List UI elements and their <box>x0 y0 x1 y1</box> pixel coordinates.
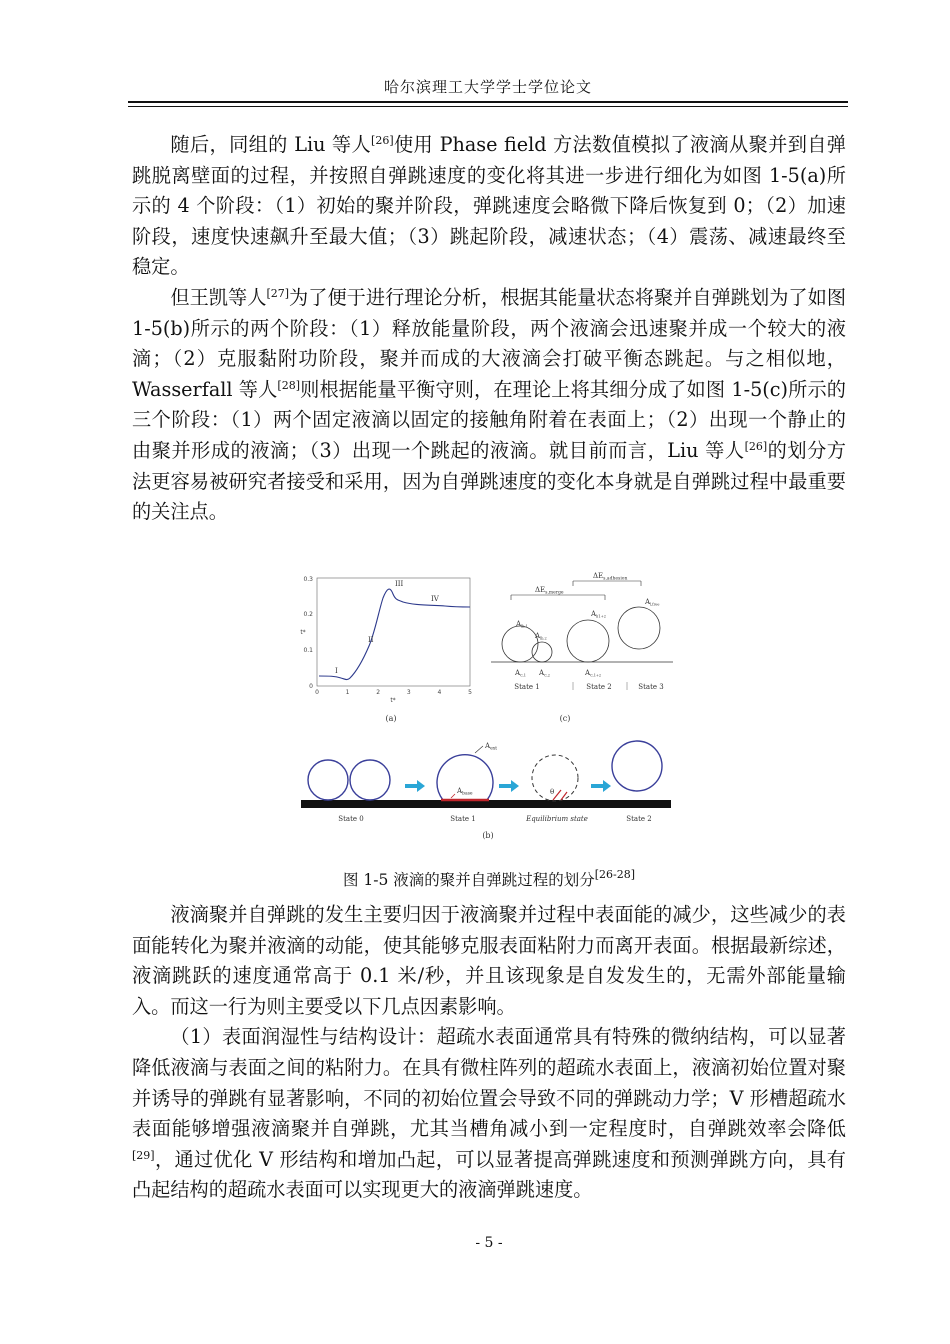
svg-text:0.3: 0.3 <box>303 576 313 583</box>
svg-text:III: III <box>395 580 404 588</box>
svg-text:II: II <box>368 636 374 644</box>
panel-a-curve <box>319 589 470 680</box>
svg-text:4: 4 <box>437 689 442 696</box>
header-rule-thick <box>128 101 848 103</box>
svg-text:θ: θ <box>550 788 555 796</box>
svg-text:State 3: State 3 <box>638 683 664 691</box>
svg-text:2: 2 <box>376 689 381 696</box>
arrow-icon <box>499 780 519 792</box>
svg-text:State 0: State 0 <box>338 815 364 823</box>
svg-text:AC,1+2: $A_{C,1+2}$ <box>585 669 602 678</box>
svg-text:Aext: $A_{ext}$ <box>485 742 498 752</box>
panel-c-states <box>491 572 673 723</box>
svg-text:State 2: State 2 <box>586 683 612 691</box>
panel-a-ylabel: t* <box>300 629 306 636</box>
svg-text:0: 0 <box>315 689 319 696</box>
svg-text:ΔEs,adhesion: $\Delta E_{s,adhesion}$ <box>593 572 628 582</box>
panel-a-plot <box>300 576 472 723</box>
paragraph-mechanism: 液滴聚并自弹跳的发生主要归因于液滴聚并过程中表面能的减少，这些减少的表面能转化为聚并液滴的动能，使其能够克服表面粘附力而离开表面。根据最新综述，液滴跳跃的速度通常高于 0.1 米/秒，并且该现象是自发发生的，无需外部能量输入。而这一行为则主要受以下几点因素影响。 <box>132 903 846 1018</box>
svg-text:AC,2: $A_{C,2}$ <box>539 669 550 678</box>
figure-caption: 图 1-5 液滴的聚并自弹跳过程的划分[26-28] <box>342 868 636 889</box>
panel-b-label: (b) <box>482 831 494 840</box>
citation: [26] <box>744 439 768 453</box>
figure-1-5 <box>295 568 680 848</box>
svg-text:1: 1 <box>345 689 350 696</box>
citation: [29] <box>132 1148 155 1162</box>
arrow-icon <box>405 780 425 792</box>
section-upper <box>132 130 846 528</box>
svg-text:State 1: State 1 <box>514 683 540 691</box>
citation: [27] <box>266 286 290 300</box>
svg-text:Alb,1: $A_{lb,1}$ <box>516 620 528 629</box>
svg-text:Equilibrium state: Equilibrium state <box>526 815 588 823</box>
panel-a-xlabel: t* <box>390 697 396 704</box>
svg-text:ΔEs,merge: $\Delta E_{s,merge}$ <box>535 586 564 596</box>
panel-a-label: (a) <box>385 714 397 723</box>
svg-text:0.2: 0.2 <box>303 611 313 618</box>
section-lower <box>132 900 846 1206</box>
citation: [26] <box>371 134 394 147</box>
svg-text:Alb,2: $A_{lb,2}$ <box>535 632 547 641</box>
svg-text:0: 0 <box>309 683 313 690</box>
svg-text:Al,free: $A_{l,free}$ <box>645 598 660 607</box>
paragraph-liu-stages: 随后，同组的 Liu 等人[26]使用 Phase field 方法数值模拟了液滴从聚并到自弹跳脱离壁面的过程，并按照自弹跳速度的变化将其进一步进行细化为如图 1-5(a)所示的 4 个阶段：（1）初始的聚并阶段，弹跳速度会略微下降后恢复到 0；（2）加速阶段，速度快速飙升至最大值；（3）跳起阶段，减速状态；（4）震荡、减速最终至稳定。 <box>132 133 846 279</box>
svg-text:Al(1+2: $A_{l(1+2}$ <box>591 610 606 619</box>
svg-text:AC,1: $A_{C,1}$ <box>515 669 526 678</box>
svg-text:State 2: State 2 <box>626 815 652 823</box>
svg-text:3: 3 <box>406 689 411 696</box>
svg-text:5: 5 <box>468 689 472 696</box>
svg-text:0.1: 0.1 <box>303 647 313 654</box>
running-header: 哈尔滨理工大学学士学位论文 <box>383 78 592 96</box>
svg-text:IV: IV <box>431 595 439 603</box>
panel-c-label: (c) <box>559 714 571 723</box>
panel-b-sequence <box>301 741 671 840</box>
svg-text:Abase: $A_{base}$ <box>457 787 473 797</box>
paragraph-wang-stages: 但王凯等人[27]为了便于进行理论分析，根据其能量状态将聚并自弹跳划为了如图 1-5(b)所示的两个阶段：（1）释放能量阶段，两个液滴会迅速聚并成一个较大的液滴；（2）克服黏附功阶段，聚并而成的大液滴会打破平衡态跳起。与之相似地，Wasserfall 等人[28]则根据能量平衡守则，在理论上将其细分成了如图 1-5(c)所示的三个阶段：（1）两个固定液滴以固定的接触角附着在表面上；（2）出现一个静止的由聚并形成的液滴；（3）出现一个跳起的液滴。就目前而言，Liu 等人[26]的划分方法更容易被研究者接受和采用，因为自弹跳速度的变化本身就是自弹跳过程中最重要的关注点。 <box>132 285 847 524</box>
page-number: - 5 - <box>475 1235 503 1251</box>
citation: [26-28] <box>594 868 636 881</box>
paragraph-surface-design: （1）表面润湿性与结构设计：超疏水表面通常具有特殊的微纳结构，可以显著降低液滴与表面之间的粘附力。在具有微柱阵列的超疏水表面上，液滴初始位置对聚并诱导的弹跳有显著影响，不同的初始位置会导致不同的弹跳动力学；V 形槽超疏水表面能够增强液滴聚并自弹跳，尤其当槽角减小到一定程度时，自弹跳效率会降低[29]，通过优化 V 形结构和增加凸起，可以显著提高弹跳速度和预测弹跳方向，具有凸起结构的超疏水表面可以实现更大的液滴弹跳速度。 <box>132 1025 846 1202</box>
svg-text:State 1: State 1 <box>450 815 476 823</box>
arrow-icon <box>591 780 611 792</box>
citation: [28] <box>277 378 300 392</box>
header-rule-thin <box>128 106 848 107</box>
svg-text:I: I <box>335 667 338 675</box>
